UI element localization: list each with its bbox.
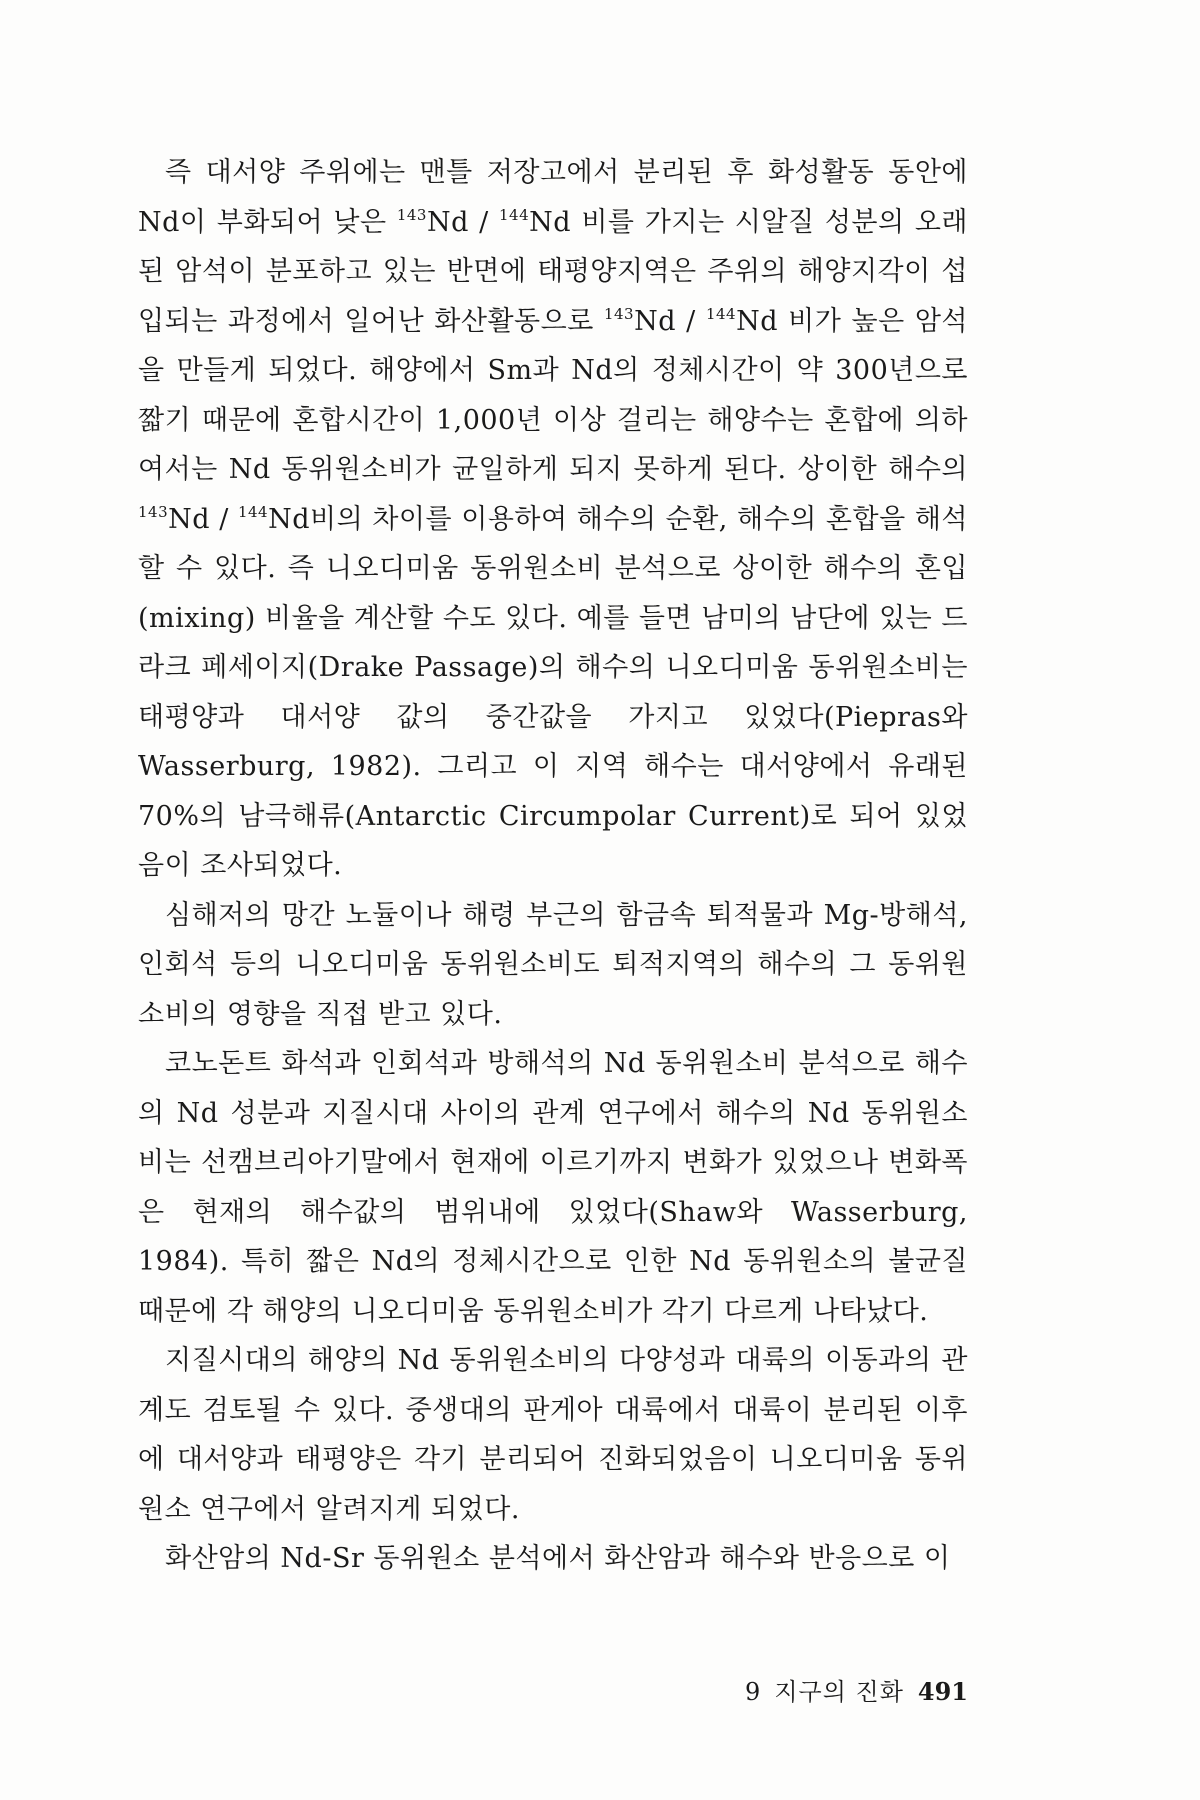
paragraph-text: 화산암의 Nd-Sr 동위원소 분석에서 화산암과 해수와 반응으로 이 [165, 1543, 951, 1574]
chapter-number: 9 [745, 1678, 761, 1706]
page-number: 491 [917, 1677, 968, 1706]
paragraph-text: Nd 비를 가지는 시알질 성분의 오래된 암석이 분포하고 있는 반면에 태평양지역은 주위의 해양지각이 섭입되는 과정에서 일어난 화산활동으로 [138, 206, 969, 337]
isotope-mass-number: 143 [138, 502, 169, 521]
paragraph-text: 심해저의 망간 노듈이나 해령 부근의 함금속 퇴적물과 Mg-방해석, 인회석 등의 니오디미움 동위원소비도 퇴적지역의 해수의 그 동위원소비의 영향을 직접 받고 있다. [138, 899, 968, 1030]
page-footer [716, 1672, 968, 1707]
paragraph-text: Nd 비가 높은 암석을 만들게 되었다. 해양에서 Sm과 Nd의 정체시간이 약 300년으로 짧기 때문에 혼합시간이 1,000년 이상 걸리는 해양수는 혼합에 의하여서는 Nd 동위원소비가 균일하게 되지 못하게 된다. 상이한 해수의 [138, 305, 968, 485]
paragraph [138, 1039, 968, 1336]
paragraph [138, 148, 968, 891]
paragraph-text: Nd / [168, 503, 238, 535]
paragraph [138, 1534, 968, 1584]
paragraph [138, 891, 968, 1040]
isotope-mass-number: 143 [603, 304, 635, 323]
paragraph-text: Nd / [426, 206, 500, 238]
paragraph-text: 지질시대의 해양의 Nd 동위원소비의 다양성과 대륙의 이동과의 관계도 검토될 수 있다. 중생대의 판게아 대륙에서 대륙이 분리된 이후에 대서양과 태평양은 각기 분리되어 진화되었음이 니오디미움 동위원소 연구에서 알려지게 되었다. [138, 1345, 968, 1525]
paragraph-text: Nd비의 차이를 이용하여 해수의 순환, 해수의 혼합을 해석할 수 있다. 즉 니오디미움 동위원소비 분석으로 상이한 해수의 혼입(mixing) 비율을 계산할 수도 있다. 예를 들면 남미의 남단에 있는 드라크 페세이지(Drake Passage)의 해수의 니오디미움 동위원소비는 태평양과 대서양 값의 중간값을 가지고 있었다(Piepras와 Wasserburg, 1982). 그리고 이 지역 해수는 대서양에서 유래된 70%의 남극해류(Antarctic Circumpolar Current)로 되어 있었음이 조사되었다. [138, 503, 969, 881]
paragraph [138, 1336, 968, 1534]
body-text [138, 148, 968, 1584]
isotope-mass-number: 144 [499, 205, 530, 224]
isotope-mass-number: 143 [396, 205, 427, 224]
chapter-title: 지구의 진화 [774, 1678, 904, 1706]
paragraph-text: Nd / [634, 305, 706, 337]
isotope-mass-number: 144 [705, 304, 737, 323]
paragraph-text: 즉 대서양 주위에는 맨틀 저장고에서 분리된 후 화성활동 동안에 Nd이 부화되어 낮은 [138, 157, 968, 238]
isotope-mass-number: 144 [237, 502, 269, 521]
paragraph-text: 코노돈트 화석과 인회석과 방해석의 Nd 동위원소비 분석으로 해수의 Nd 성분과 지질시대 사이의 관계 연구에서 해수의 Nd 동위원소비는 선캠브리아기말에서 현재에 이르기까지 변화가 있었으나 변화폭은 현재의 해수값의 범위내에 있었다(Shaw와 Wasserburg, 1984). 특히 짧은 Nd의 정체시간으로 인한 Nd 동위원소의 불균질 때문에 각 해양의 니오디미움 동위원소비가 각기 다르게 나타났다. [138, 1048, 968, 1327]
